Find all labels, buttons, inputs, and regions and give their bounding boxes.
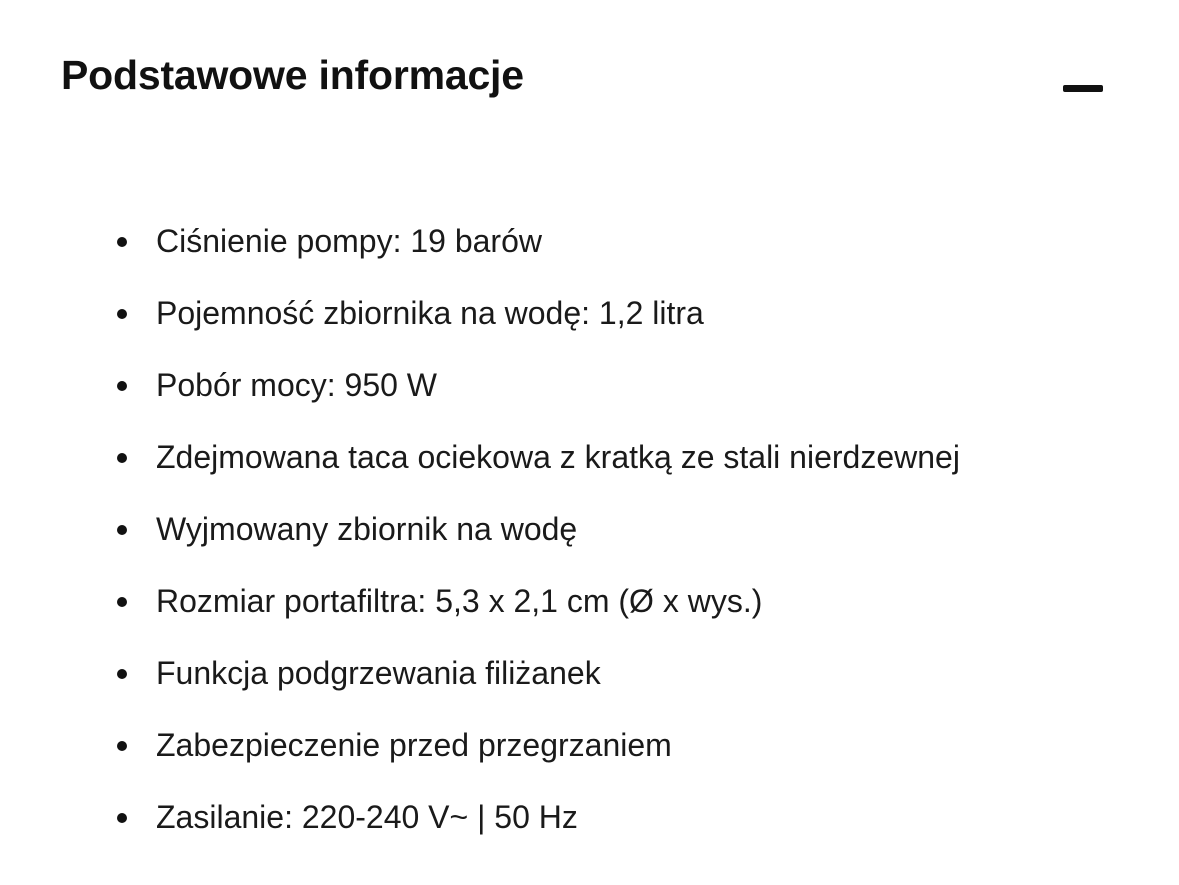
bullet-icon bbox=[117, 309, 127, 319]
bullet-icon bbox=[117, 669, 127, 679]
spec-text: Wyjmowany zbiornik na wodę bbox=[156, 511, 578, 547]
minus-icon bbox=[1063, 85, 1103, 92]
list-item bbox=[112, 276, 1152, 348]
list-item bbox=[112, 420, 1152, 492]
bullet-icon bbox=[117, 381, 127, 391]
spec-text: Zasilanie: 220-240 V~ | 50 Hz bbox=[156, 799, 578, 835]
spec-text: Pobór mocy: 950 W bbox=[156, 367, 437, 403]
bullet-icon bbox=[117, 597, 127, 607]
list-item bbox=[112, 564, 1152, 636]
list-item bbox=[112, 636, 1152, 708]
spec-text: Zdejmowana taca ociekowa z kratką ze stali nierdzewnej bbox=[156, 439, 960, 475]
section-header[interactable] bbox=[61, 46, 1121, 106]
section-title: Podstawowe informacje bbox=[61, 52, 524, 98]
spec-text: Rozmiar portafiltra: 5,3 x 2,1 cm (Ø x wys.) bbox=[156, 583, 763, 619]
bullet-icon bbox=[117, 525, 127, 535]
spec-text: Funkcja podgrzewania filiżanek bbox=[156, 655, 601, 691]
bullet-icon bbox=[117, 237, 127, 247]
list-item bbox=[112, 780, 1152, 852]
list-item bbox=[112, 348, 1152, 420]
list-item bbox=[112, 204, 1152, 276]
list-item bbox=[112, 492, 1152, 564]
bullet-icon bbox=[117, 453, 127, 463]
list-item bbox=[112, 708, 1152, 780]
spec-text: Ciśnienie pompy: 19 barów bbox=[156, 223, 542, 259]
spec-text: Zabezpieczenie przed przegrzaniem bbox=[156, 727, 672, 763]
spec-text: Pojemność zbiornika na wodę: 1,2 litra bbox=[156, 295, 704, 331]
bullet-icon bbox=[117, 741, 127, 751]
spec-list bbox=[112, 204, 1152, 852]
bullet-icon bbox=[117, 813, 127, 823]
collapse-button[interactable] bbox=[1061, 72, 1105, 100]
